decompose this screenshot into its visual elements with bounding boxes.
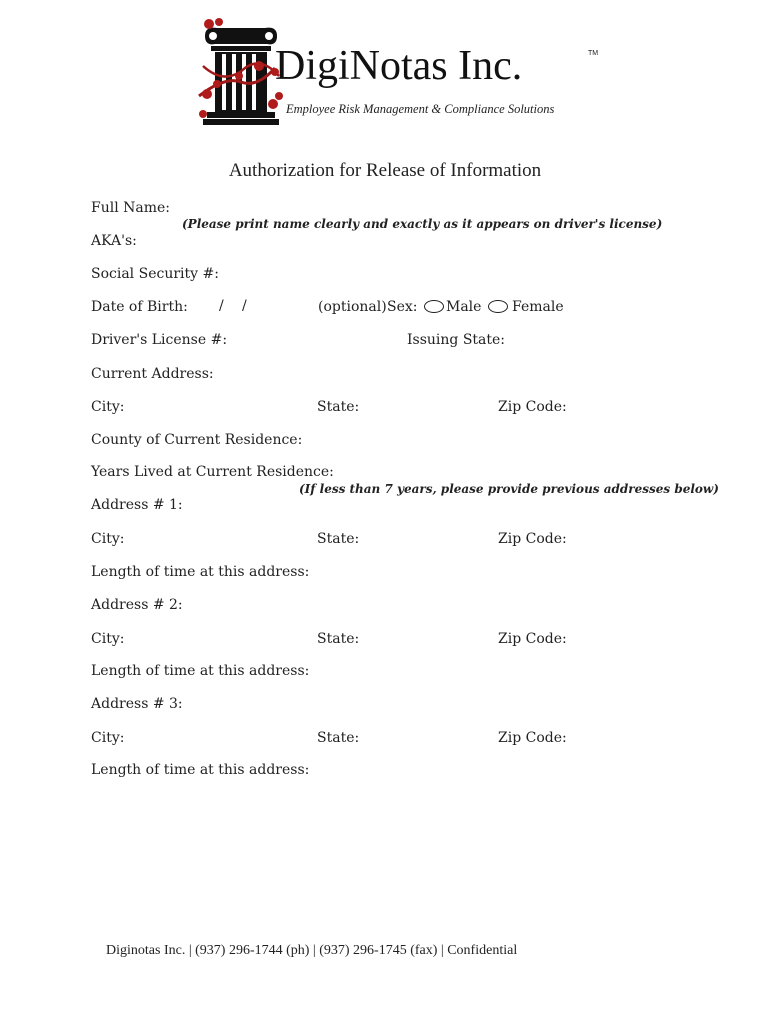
full-name-note: (Please print name clearly and exactly as it appears on driver's license) (182, 217, 663, 231)
state-label: State: (317, 399, 360, 415)
address2-length-field[interactable] (271, 665, 642, 680)
length-time-label: Length of time at this address: (91, 564, 310, 580)
address1-length-field[interactable] (271, 565, 642, 580)
full-name-label: Full Name: (91, 200, 171, 216)
zip-label: Zip Code: (498, 531, 567, 547)
current-address-label: Current Address: (91, 366, 214, 382)
address2-zip-field[interactable] (559, 632, 642, 647)
female-label: Female (512, 299, 564, 315)
address3-zip-field[interactable] (559, 731, 642, 746)
address3-field[interactable] (166, 698, 642, 713)
column-logo-icon (195, 16, 287, 128)
dob-label: Date of Birth: (91, 299, 188, 315)
address1-zip-field[interactable] (559, 532, 642, 547)
address1-state-field[interactable] (351, 532, 494, 547)
city-label: City: (91, 730, 125, 746)
drivers-license-label: Driver's License #: (91, 332, 228, 348)
address3-city-field[interactable] (120, 731, 314, 746)
zip-label: Zip Code: (498, 730, 567, 746)
dob-field[interactable] (172, 299, 308, 314)
state-label: State: (317, 631, 360, 647)
city-label: City: (91, 631, 125, 647)
years-lived-field[interactable] (299, 466, 642, 481)
current-zip-field[interactable] (559, 399, 642, 414)
address1-field[interactable] (163, 499, 642, 514)
dob-optional-label: (optional) (318, 299, 387, 315)
length-time-label: Length of time at this address: (91, 663, 310, 679)
dob-separator: / (242, 298, 247, 314)
ssn-field[interactable] (196, 266, 642, 281)
address3-state-field[interactable] (351, 731, 494, 746)
company-tagline: Employee Risk Management & Compliance Solutions (286, 102, 555, 116)
address2-state-field[interactable] (351, 632, 494, 647)
address2-city-field[interactable] (120, 632, 314, 647)
city-label: City: (91, 531, 125, 547)
county-field[interactable] (271, 432, 642, 447)
county-label: County of Current Residence: (91, 432, 303, 448)
zip-label: Zip Code: (498, 631, 567, 647)
male-radio[interactable] (424, 300, 444, 313)
address1-city-field[interactable] (120, 532, 314, 547)
length-time-label: Length of time at this address: (91, 762, 310, 778)
years-lived-label: Years Lived at Current Residence: (91, 464, 334, 480)
city-label: City: (91, 399, 125, 415)
male-label: Male (446, 299, 482, 315)
female-radio[interactable] (488, 300, 508, 313)
issuing-state-field[interactable] (487, 332, 642, 347)
drivers-license-field[interactable] (202, 332, 395, 347)
address2-label: Address # 2: (91, 597, 183, 613)
current-state-field[interactable] (351, 399, 475, 414)
company-name: DigiNotas Inc. (275, 43, 523, 89)
akas-label: AKA's: (91, 233, 137, 249)
state-label: State: (317, 531, 360, 547)
trademark: TM (588, 50, 599, 57)
footer-contact: Diginotas Inc. | (937) 296-1744 (ph) | (937) 296-1745 (fax) | Confidential (106, 943, 518, 958)
address3-length-field[interactable] (271, 764, 642, 779)
current-city-field[interactable] (120, 399, 314, 414)
years-lived-note: (If less than 7 years, please provide previous addresses below) (299, 482, 719, 496)
address1-label: Address # 1: (91, 497, 183, 513)
logo (195, 16, 615, 128)
address3-label: Address # 3: (91, 696, 183, 712)
dob-separator: / (219, 298, 224, 314)
akas-field[interactable] (130, 233, 642, 248)
address2-field[interactable] (166, 599, 642, 614)
ssn-label: Social Security #: (91, 266, 219, 282)
current-address-field[interactable] (194, 366, 642, 381)
page-title: Authorization for Release of Information (228, 160, 542, 181)
zip-label: Zip Code: (498, 399, 567, 415)
issuing-state-label: Issuing State: (407, 332, 506, 348)
full-name-field[interactable] (157, 200, 642, 215)
sex-label: Sex: (387, 299, 418, 315)
state-label: State: (317, 730, 360, 746)
